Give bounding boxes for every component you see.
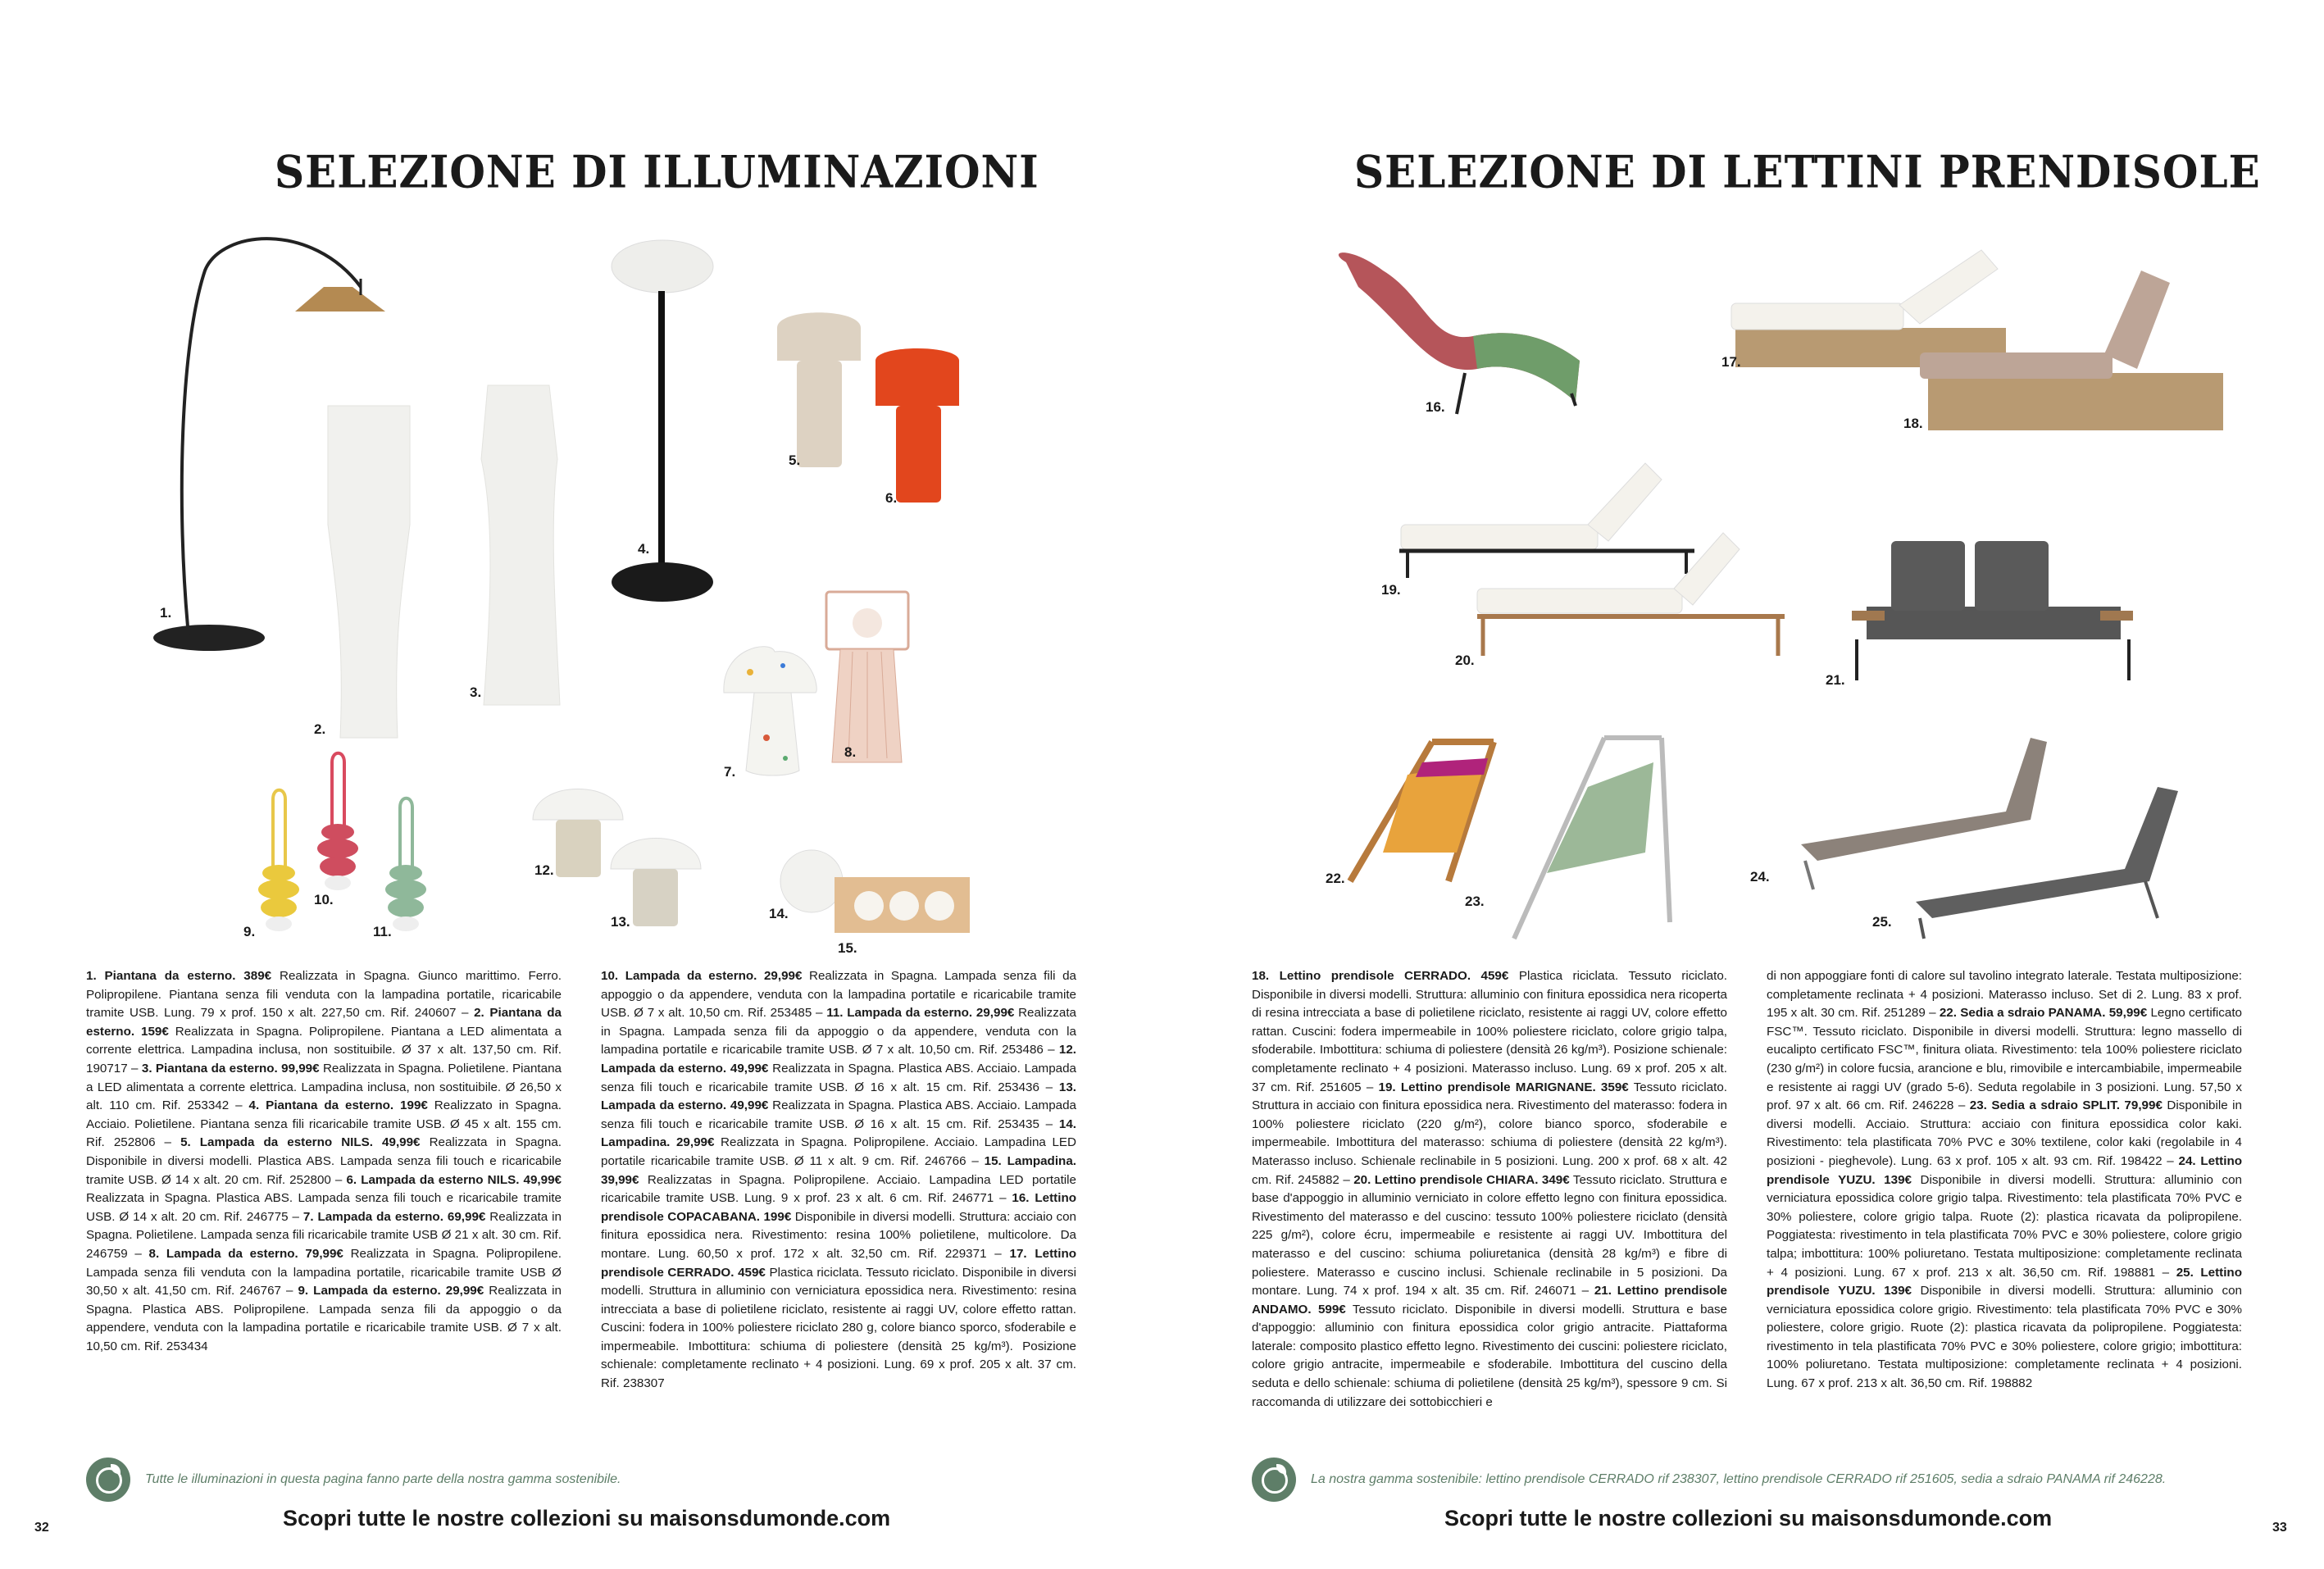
product-image-hanging-lamps bbox=[258, 753, 426, 931]
product-details: Realizzata in Spagna. Polietilene. Piantana a LED alimentata a corrente elettrica. Lampadina inclusa, non sostituibile. Ø 26,50 x alt. 110 cm. Rif. 253342 – bbox=[86, 1061, 562, 1113]
product-details: Plastica riciclata. Tessuto riciclato. Disponibile in diversi modelli. Struttura in alluminio con verniciatura epossidica nera. Rivestimento: resina intrecciata a base di polietilene riciclato, resistente ai raggi UV, colore effetto rattan. Cuscini: fodera in 100% poliestere riciclato 280 g, colore bianco sporco, sfoderabile e impermeabile. Imbottitura: schiuma di poliestere (densità 25 kg/m³). Posizione schienale: completamente reclinato + 4 posizioni. Lung. 69 x prof. 205 x alt. 37 cm. Rif. 238307 bbox=[601, 1265, 1076, 1391]
footer-link[interactable]: Scopri tutte le nostre collezioni su maisonsdumonde.com bbox=[1444, 1506, 2053, 1530]
product-image-white-floor-lamp bbox=[328, 406, 410, 738]
sustainable-note-text: La nostra gamma sostenibile: lettino prendisole CERRADO rif 238307, lettino prendisole CERRADO rif 251605, sedia a sdraio PANAMA rif 246228. bbox=[1311, 1472, 2167, 1486]
product-name-price: 17. Lettino prendisole CERRADO. 459€ bbox=[601, 1246, 1076, 1280]
product-image-black-floor-lamp bbox=[612, 240, 713, 602]
product-name-price: 14. Lampadina. 29,99€ bbox=[601, 1116, 1076, 1150]
product-details: Realizzata in Spagna. Lampada senza fili da appoggio o da appendere, venduta con la lampadina portatile e ricaricabile tramite USB. Ø 7 x alt. 10,50 cm. Rif. 253485 – bbox=[601, 969, 1076, 1021]
eco-globe-icon bbox=[1252, 1458, 1296, 1502]
product-name-price: 18. Lettino prendisole CERRADO. 459€ bbox=[1252, 969, 1509, 983]
page-number: 33 bbox=[2272, 1521, 2287, 1535]
sustainable-note bbox=[1252, 1458, 2166, 1502]
item-number: 4. bbox=[638, 541, 650, 557]
product-descriptions-col2 bbox=[601, 967, 1076, 1394]
footer-link[interactable]: Scopri tutte le nostre collezioni su maisonsdumonde.com bbox=[283, 1506, 891, 1530]
item-number: 22. bbox=[1326, 871, 1345, 886]
product-name-price: 21. Lettino prendisole ANDAMO. 599€ bbox=[1252, 1284, 1727, 1317]
item-number: 8. bbox=[844, 744, 857, 760]
sustainable-note-text: Tutte le illuminazioni in questa pagina fanno parte della nostra gamma sostenibile. bbox=[145, 1472, 621, 1486]
product-descriptions-col1 bbox=[1252, 967, 1727, 1412]
product-image-panama-chair bbox=[1350, 742, 1494, 881]
item-number: 18. bbox=[1903, 416, 1923, 431]
item-number: 9. bbox=[243, 924, 256, 939]
product-name-price: 16. Lettino prendisole COPACABANA. 199€ bbox=[601, 1191, 1076, 1224]
product-image-yuzu-lounger-taupe bbox=[1801, 738, 2047, 889]
product-details: Realizzata in Spagna. Plastica ABS. Acciaio. Lampada senza fili touch e ricaricabile tramite USB. Ø 16 x alt. 15 cm. Rif. 253435 – bbox=[601, 1098, 1076, 1131]
product-image-bulbs bbox=[780, 850, 970, 933]
page-title-lighting: SELEZIONE DI ILLUMINAZIONI bbox=[275, 145, 1039, 198]
item-number: 23. bbox=[1465, 894, 1485, 909]
item-number: 21. bbox=[1826, 672, 1845, 688]
product-name-price: 8. Lampada da esterno. 79,99€ bbox=[148, 1246, 343, 1261]
product-details: Realizzata in Spagna. Lampada senza fili da appoggio o da appendere, venduta con la lampadina portatile e ricaricabile tramite USB. Ø 7 x alt. 10,50 cm. Rif. 253486 – bbox=[601, 1006, 1076, 1057]
item-number: 19. bbox=[1381, 582, 1401, 598]
product-image-marignane-lounger bbox=[1399, 463, 1694, 578]
item-number: 7. bbox=[724, 764, 736, 780]
product-name-price: 9. Lampada da esterno. 29,99€ bbox=[298, 1284, 484, 1298]
product-details: Realizzata in Spagna. Polipropilene. Acciaio. Lampadina LED portatile ricaricabile tramite USB. Ø 11 x alt. 9 cm. Rif. 246766 – bbox=[601, 1135, 1076, 1168]
product-name-price: 13. Lampada da esterno. 49,99€ bbox=[601, 1080, 1076, 1113]
product-details: Realizzata in Spagna. Giunco marittimo. Ferro. Polipropilene. Piantana senza fili venduta con la lampadina portatile, ricaricabile tramite USB. Lung. 79 x prof. 150 x alt. 227,50 cm. Rif. 240607 – bbox=[86, 969, 562, 1021]
item-number: 25. bbox=[1872, 914, 1892, 930]
product-name-price: 19. Lettino prendisole MARIGNANE. 359€ bbox=[1378, 1080, 1629, 1094]
product-name-price: 25. Lettino prendisole YUZU. 139€ bbox=[1767, 1265, 2242, 1298]
item-number: 11. bbox=[373, 924, 392, 939]
item-number: 20. bbox=[1455, 653, 1475, 668]
product-name-price: 23. Sedia a sdraio SPLIT. 79,99€ bbox=[1969, 1098, 2163, 1113]
item-number: 12. bbox=[534, 862, 554, 878]
product-image-rattan-lounger-white bbox=[1731, 250, 2006, 367]
product-name-price: 12. Lampada da esterno. 49,99€ bbox=[601, 1043, 1076, 1076]
product-image-yuzu-lounger-grey bbox=[1916, 787, 2178, 939]
product-name-price: 10. Lampada da esterno. 29,99€ bbox=[601, 969, 803, 983]
product-name-price: 4. Piantana da esterno. 199€ bbox=[248, 1098, 428, 1113]
item-number: 15. bbox=[838, 940, 857, 956]
product-details: Disponibile in diversi modelli. Struttura: alluminio con verniciatura epossidica colore grigio talpa. Rivestimento: tela plastificata 70% PVC e 30% poliestere, colore grigio talpa. Ruote (2): plastica ricavata da polipropilene. Poggiatesta: rivestimento in tela plastificata 70% PVC e 30% poliestere, colore grigio talpa; imbottitura: 100% poliuretano. Testata multiposizione: completamente reclinata + 4 posizioni. Lung. 67 x prof. 213 x alt. 36,50 cm. Rif. 198881 – bbox=[1767, 1172, 2242, 1280]
product-name-price: 6. Lampada da esterno NILS. 49,99€ bbox=[346, 1172, 562, 1187]
product-name-price: 22. Sedia a sdraio PANAMA. 59,99€ bbox=[1939, 1006, 2148, 1021]
product-image-split-chair bbox=[1514, 738, 1670, 939]
item-number: 3. bbox=[470, 684, 482, 700]
product-name-price: 2. Piantana da esterno. 159€ bbox=[86, 1006, 562, 1039]
product-details: Realizzata in Spagna. Polietilene. Lampada senza fili ricaricabile tramite USB Ø 21 x alt. 30 cm. Rif. 246759 – bbox=[86, 1209, 562, 1261]
product-image-beige-lamp bbox=[777, 312, 861, 467]
product-details: di non appoggiare fonti di calore sul tavolino integrato laterale. Testata multiposizione: completamente reclinata + 4 posizioni. Materasso incluso. Set di 2. Lung. 83 x prof. 195 x alt. 30 cm. Rif. 251289 – bbox=[1767, 969, 2242, 1021]
product-details: Disponibile in diversi modelli. Struttura: acciaio con finitura epossidica nera. Rivestimento: resina 100% polietilene, multicolore. Da montare. Lung. 60,50 x prof. 172 x alt. 32,50 cm. Rif. 229371 – bbox=[601, 1209, 1076, 1261]
product-details: Realizzata in Spagna. Polipropilene. Lampada senza fili venduta con la lampadina portatile, ricaricabile tramite USB Ø 30,50 x alt. 41,50 cm. Rif. 246767 – bbox=[86, 1246, 562, 1298]
page-right bbox=[1162, 0, 2324, 1569]
product-details: Tessuto riciclato. Struttura e base d'appoggio in alluminio verniciato in colore effetto legno con finitura epossidica. Rivestimento del materasso e del cuscino: tessuto 100% poliestere riciclato (densità 225 g/m²), colore écru, impermeabile e resistente ai raggi UV. Imbottitura del materasso e del cuscino: schiuma poliuretanica (densità 28 kg/m³) e fibre di poliestere. Materasso e cuscino inclusi. Schienale reclinabile in 5 posizioni. Da montare. Lung. 74 x prof. 194 x alt. 35 cm. Rif. 246071 – bbox=[1252, 1172, 1727, 1298]
product-image-orange-lamp bbox=[875, 348, 959, 503]
product-details: Realizzata in Spagna. Polipropilene. Piantana a LED alimentata a corrente elettrica. Lampadina inclusa, non sostituibile. Ø 37 x alt. 137,50 cm. Rif. 190717 – bbox=[86, 1024, 562, 1076]
product-details: Plastica riciclata. Tessuto riciclato. Disponibile in diversi modelli. Struttura: alluminio con finitura epossidica nera ricoperta di resina intrecciata a base di polietilene riciclato, resistente ai raggi UV, colore effetto rattan. Cuscini: fodera impermeabile in 100% poliestere riciclato, colore grigio talpa, sfoderabile. Imbottitura: schiuma di poliestere (densità 26 kg/m³). Posizione schienale: completamente reclinato + 4 posizioni. Materasso incluso. Lung. 69 x prof. 205 x alt. 37 cm. Rif. 251605 – bbox=[1252, 969, 1727, 1094]
product-details: Realizzatas in Spagna. Polipropilene. Acciaio. Lampadina LED portatile ricaricabile tramite USB. Lung. 9 x prof. 23 x alt. 6 cm. Rif. 246771 – bbox=[601, 1172, 1076, 1206]
product-details: Tessuto riciclato. Disponibile in diversi modelli. Struttura e base d'appoggio: alluminio con finitura epossidica color grigio antracite. Piattaforma laterale: composito plastico effetto legno. Rivestimento dei cuscini: poliestere riciclato, colore grigio antracite, impermeabile e sfoderabile. Imbottitura del cuscino della seduta e dello schienale: schiuma di polietilene (densità 25 kg/m³), spessore 9 cm. Si raccomanda di utilizzare dei sottobicchieri e bbox=[1252, 1302, 1728, 1409]
product-details: Realizzata in Spagna. Plastica ABS. Lampada senza fili touch e ricaricabile tramite USB. Ø 14 x alt. 20 cm. Rif. 246775 – bbox=[86, 1191, 562, 1224]
product-image-rattan-table-lamp bbox=[826, 592, 908, 762]
product-name-price: 3. Piantana da esterno. 99,99€ bbox=[141, 1061, 320, 1076]
product-name-price: 11. Lampada da esterno. 29,99€ bbox=[826, 1006, 1015, 1021]
product-details: Disponibile in diversi modelli. Struttura: alluminio con verniciatura epossidica colore grigio. Rivestimento: tela plastificata 70% PVC e 30% poliestere, colore grigio. Ruote (2): plastica ricavata da polipropilene. Poggiatesta: rivestimento in tela plastificata 70% PVC e 30% poliestere, colore grigio; imbottitura: 100% poliuretano. Testata multiposizione: completamente reclinata + 4 posizioni. Lung. 67 x prof. 213 x alt. 36,50 cm. Rif. 198882 bbox=[1767, 1284, 2242, 1391]
item-number: 24. bbox=[1750, 869, 1770, 885]
product-details: Realizzata in Spagna. Plastica ABS. Acciaio. Lampada senza fili touch e ricaricabile tramite USB. Ø 16 x alt. 15 cm. Rif. 253436 – bbox=[601, 1061, 1076, 1094]
item-number: 10. bbox=[314, 892, 334, 907]
product-details: Realizzata in Spagna. Disponibile in diversi modelli. Plastica ABS. Lampada senza fili touch e ricaricabile tramite USB. Ø 14 x alt. 20 cm. Rif. 252800 – bbox=[86, 1135, 562, 1187]
product-name-price: 1. Piantana da esterno. 389€ bbox=[86, 969, 272, 983]
product-details: Disponibile in diversi modelli. Acciaio. Struttura: acciaio con finitura epossidica color kaki. Rivestimento: tela plastificata 70% PVC e 30% textilene, color kaki (regolabile in 4 posizioni - pieghevole). Lung. 63 x prof. 105 x alt. 93 cm. Rif. 198422 – bbox=[1767, 1098, 2242, 1168]
product-descriptions-col2 bbox=[1767, 967, 2242, 1394]
product-image-copacabana-lounger bbox=[1339, 252, 1580, 414]
item-number: 6. bbox=[885, 490, 898, 506]
product-descriptions-col1 bbox=[86, 967, 562, 1356]
item-number: 16. bbox=[1426, 399, 1445, 415]
page-title-loungers: SELEZIONE DI LETTINI PRENDISOLE bbox=[1354, 145, 2261, 198]
product-details: Legno certificato FSC™. Tessuto riciclato. Disponibile in diversi modelli. Struttura: legno massello di eucalipto certificato FSC™, finitura oliata. Rivestimento: tela 100% poliestere riciclato (230 g/m²) in colore fucsia, arancione e blu, rimovibile e intercambiabile, impermeabile e resistente ai raggi UV (grado 5-6). Seduta regolabile in 3 posizioni. Lung. 57,50 x prof. 97 x alt. 66 cm. Rif. 246228 – bbox=[1767, 1006, 2243, 1113]
item-number: 5. bbox=[789, 453, 801, 468]
page-number: 32 bbox=[34, 1521, 49, 1535]
product-name-price: 7. Lampada da esterno. 69,99€ bbox=[302, 1209, 486, 1224]
lounger-product-images bbox=[1162, 0, 2324, 984]
item-number: 1. bbox=[160, 605, 172, 621]
item-number: 14. bbox=[769, 906, 789, 921]
product-image-andamo-lounger bbox=[1852, 541, 2133, 680]
product-name-price: 24. Lettino prendisole YUZU. 139€ bbox=[1767, 1153, 2242, 1187]
product-image-cone-lamp bbox=[481, 385, 560, 705]
product-name-price: 15. Lampadina. 39,99€ bbox=[601, 1153, 1076, 1187]
product-image-mushroom-lamps bbox=[533, 789, 701, 927]
eco-globe-icon bbox=[86, 1458, 130, 1502]
product-details: Realizzata in Spagna. Plastica ABS. Polipropilene. Lampada senza fili da appoggio o da appendere, venduta con la lampadina portatile e ricaricabile tramite USB. Ø 7 x alt. 10,50 cm. Rif. 253434 bbox=[86, 1284, 562, 1353]
product-details: Tessuto riciclato. Struttura in acciaio con finitura epossidica nera. Rivestimento del materasso: fodera in 100% poliestere riciclato (220 g/m²), colore bianco sporco, sfoderabile e impermeabile. Imbottitura del materasso: schiuma di poliestere (densità 22 kg/m³). Materasso incluso. Schienale reclinabile in 5 posizioni. Lung. 200 x prof. 68 x alt. 42 cm. Rif. 245882 – bbox=[1252, 1080, 1727, 1187]
lighting-product-images bbox=[0, 0, 1162, 984]
product-name-price: 5. Lampada da esterno NILS. 49,99€ bbox=[180, 1135, 421, 1150]
item-number: 13. bbox=[611, 914, 630, 930]
product-image-terrazzo-lamp bbox=[724, 647, 816, 775]
item-number: 2. bbox=[314, 721, 326, 737]
sustainable-note bbox=[86, 1458, 621, 1502]
product-name-price: 20. Lettino prendisole CHIARA. 349€ bbox=[1353, 1172, 1570, 1187]
product-details: Realizzato in Spagna. Acciaio. Polietilene. Piantana senza fili ricaricabile tramite USB. Ø 45 x alt. 155 cm. Rif. 252806 – bbox=[86, 1098, 562, 1150]
item-number: 17. bbox=[1721, 354, 1741, 370]
